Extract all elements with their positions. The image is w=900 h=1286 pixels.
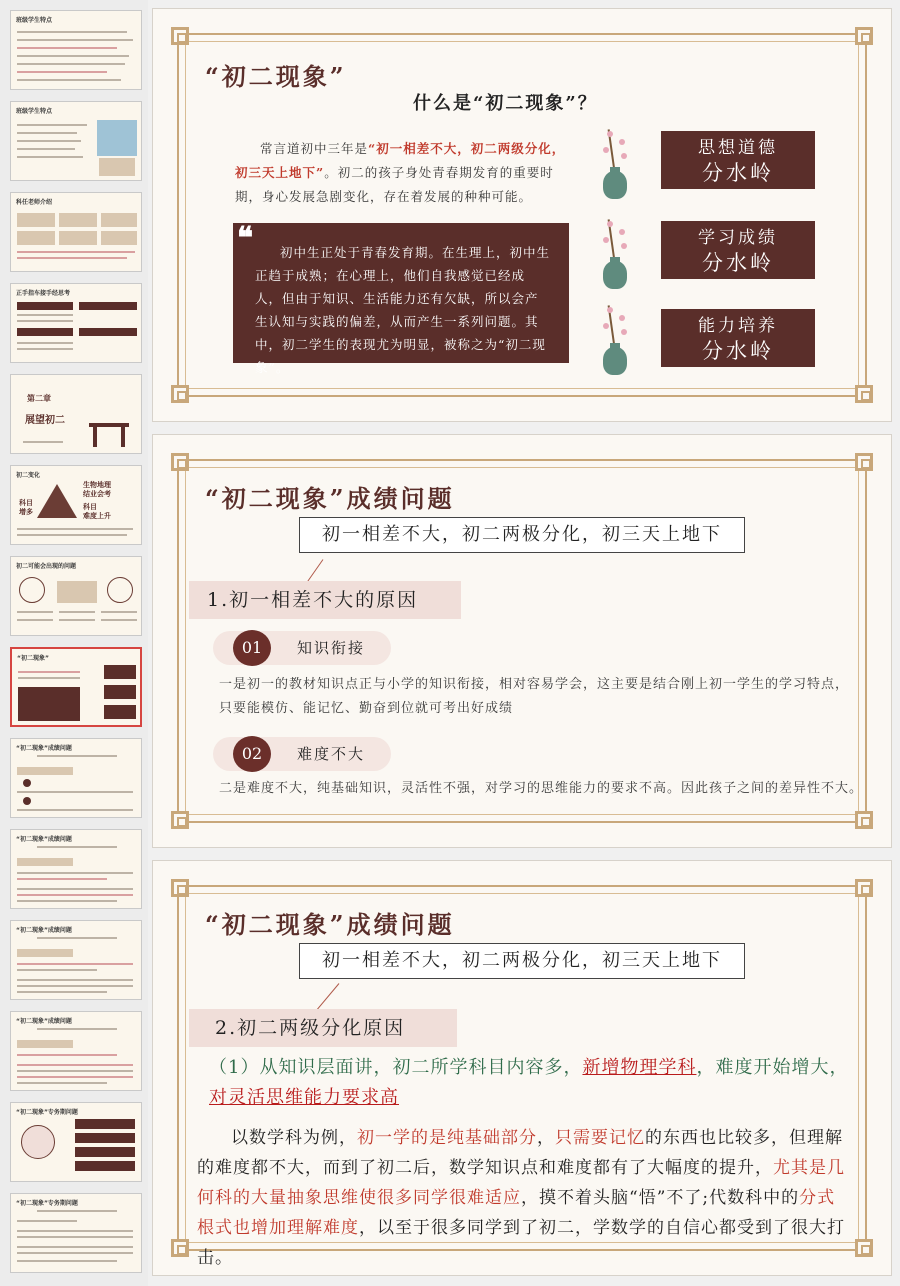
- slide-title: “初二现象”成绩问题: [205, 484, 455, 513]
- quote-icon: ❝: [237, 221, 254, 256]
- point-1-header: [213, 631, 391, 665]
- section-heading: 2.初二两级分化原因: [189, 1009, 457, 1047]
- slide-title: “初二现象”: [205, 62, 347, 91]
- slide-thumbnail-2[interactable]: [10, 101, 142, 181]
- intro-paragraph: 常言道初中三年是“初一相差不大，初二两级分化，初三天上地下”。初二的孩子身处青春期发育的重要时期，身心发展急剧变化，存在着发展的种种可能。: [235, 141, 566, 204]
- thumb-text: 难度上升: [83, 511, 111, 520]
- point-number: 02: [233, 736, 271, 772]
- math-example-paragraph: 以数学科为例，初一学的是纯基础部分，只需要记忆的东西也比较多，但理解的难度都不大，而到了初二后，数学知识点和难度都有了大幅度的提升，尤其是几何科的大量抽象思维使很多同学很难适应，摸不着头脑“悟”不了;代数科中的分式根式也增加理解难度，以至于很多同学到了初二，学数学的自信心都受到了很大打击。: [197, 1128, 845, 1268]
- slide-thumbnail-11[interactable]: [10, 920, 142, 1000]
- thumb-title: “初二现象”成绩问题: [16, 836, 72, 843]
- thumb-text: 增多: [19, 507, 33, 516]
- thumb-title: 展望初二: [25, 415, 65, 426]
- vase-flower-icon: [593, 219, 637, 291]
- subtitle-box: 初一相差不大，初二两极分化，初三天上地下: [299, 943, 745, 979]
- slide-grade8-polarization[interactable]: [152, 860, 892, 1276]
- thumb-title: “初二现象”成绩问题: [16, 927, 72, 934]
- slide-thumbnail-7[interactable]: [10, 556, 142, 636]
- point-1-text: 一是初一的教材知识点正与小学的知识衔接，相对容易学会，这主要是结合刚上初一学生的学习特点，只要能模仿、能记忆、勤奋到位就可考出好成绩: [219, 677, 850, 716]
- slide-thumbnail-4[interactable]: [10, 283, 142, 363]
- thumb-text: 科目: [19, 498, 33, 507]
- knowledge-level-point: （1）从知识层面讲，初二所学科目内容多，新增物理学科，难度开始增大，对灵活思维能力要求高: [209, 1057, 849, 1108]
- slide-question: 什么是“初二现象”？: [413, 93, 598, 114]
- thumb-text: 结业会考: [83, 489, 111, 498]
- thumb-title: 班级学生特点: [16, 17, 53, 24]
- label-moral-watershed: 思想道德 分水岭: [661, 131, 815, 189]
- thumb-title: “初二现象”: [17, 655, 49, 662]
- slide-thumbnail-8[interactable]: [10, 647, 142, 727]
- label-academic-watershed: 学习成绩 分水岭: [661, 221, 815, 279]
- label-ability-watershed: 能力培养 分水岭: [661, 309, 815, 367]
- thumb-text: 生物地理: [83, 480, 111, 489]
- slide-thumbnail-14[interactable]: [10, 1193, 142, 1273]
- section-heading: 1.初一相差不大的原因: [189, 581, 461, 619]
- slide-thumbnail-13[interactable]: [10, 1102, 142, 1182]
- point-number: 01: [233, 630, 271, 666]
- point-2-text: 二是难度不大，纯基础知识，灵活性不强，对学习的思维能力的要求不高。因此孩子之间的差异性不大。: [219, 781, 864, 796]
- slide-grade7-small-gap[interactable]: [152, 434, 892, 848]
- thumb-title: 正手指车接手经思考: [16, 290, 71, 297]
- slide-thumbnail-3[interactable]: [10, 192, 142, 272]
- thumb-title: 初二变化: [16, 472, 41, 479]
- point-label: 知识衔接: [297, 639, 366, 657]
- thumb-text: 科目: [83, 502, 97, 511]
- point-label: 难度不大: [297, 745, 366, 763]
- thumb-title: 初二可能会出现的问题: [16, 563, 77, 570]
- slide-title: “初二现象”成绩问题: [205, 910, 455, 939]
- slide-thumbnail-12[interactable]: [10, 1011, 142, 1091]
- slide-thumbnail-1[interactable]: [10, 10, 142, 90]
- thumb-title: “初二现象”专务期问题: [16, 1109, 78, 1116]
- thumb-title: 班级学生特点: [16, 108, 53, 115]
- slide-thumbnail-6[interactable]: [10, 465, 142, 545]
- subtitle-box: 初一相差不大，初二两极分化，初三天上地下: [299, 517, 745, 553]
- slide-what-is-grade8-phenomenon[interactable]: [152, 8, 892, 422]
- slide-thumbnail-panel: [0, 0, 148, 1286]
- quote-box: 初中生正处于青春发育期。在生理上，初中生正趋于成熟；在心理上，他们自我感觉已经成人，但由于知识、生活能力还有欠缺，所以会产生认知与实践的偏差，从而产生一系列问题。其中，初二学生的表现尤为明显，被称之为“初二现象”。: [233, 223, 569, 363]
- thumb-title: “初二现象”专务期问题: [16, 1200, 78, 1207]
- thumb-title: “初二现象”成绩问题: [16, 1018, 72, 1025]
- vase-flower-icon: [593, 129, 637, 201]
- thumb-title: 科任老师介绍: [16, 199, 53, 206]
- slide-thumbnail-5[interactable]: [10, 374, 142, 454]
- slide-thumbnail-9[interactable]: [10, 738, 142, 818]
- vase-flower-icon: [593, 305, 637, 377]
- thumb-title: “初二现象”成绩问题: [16, 745, 72, 752]
- thumb-chapter: 第二章: [27, 393, 51, 403]
- slide-thumbnail-10[interactable]: [10, 829, 142, 909]
- point-2-header: [213, 737, 391, 771]
